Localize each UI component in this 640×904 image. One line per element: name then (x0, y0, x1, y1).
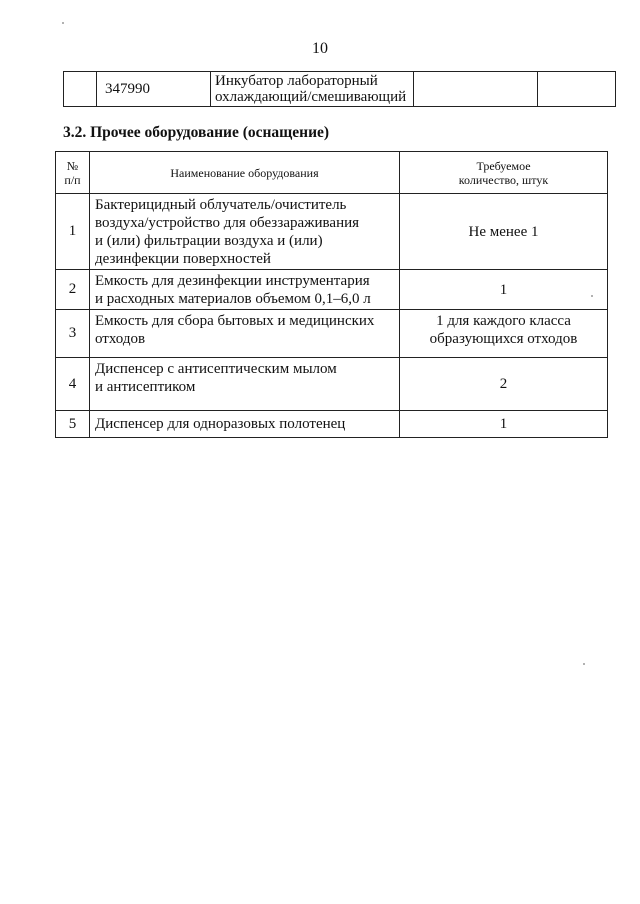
table-row (56, 411, 608, 438)
row-name-line: воздуха/устройство для обеззараживания (95, 214, 360, 231)
table-header-row (56, 152, 608, 194)
equipment-name (211, 72, 414, 107)
row-name-line: и антисептиком (95, 379, 196, 395)
row-name-line: дезинфекции поверхностей (95, 250, 271, 267)
empty-cell (538, 72, 616, 107)
row-number: 5 (56, 411, 90, 438)
row-name-line: Диспенсер с антисептическим мылом (95, 361, 337, 377)
row-name-line: Диспенсер для одноразовых полотенец (95, 416, 346, 432)
row-name-line: отходов (95, 331, 146, 347)
row-quantity-line: 1 для каждого класса (436, 313, 571, 329)
row-name (90, 358, 400, 411)
empty-cell (414, 72, 538, 107)
row-number: 1 (56, 194, 90, 270)
equipment-name-line: Инкубатор лабораторный (215, 73, 378, 89)
equipment-table (55, 151, 608, 438)
scan-speck (583, 663, 585, 665)
row-quantity (400, 411, 608, 438)
row-quantity-line: Не менее 1 (468, 223, 539, 240)
header-name: Наименование оборудования (90, 152, 400, 194)
table-row (56, 270, 608, 310)
table-row (56, 358, 608, 411)
equipment-code: 347990 (97, 72, 211, 107)
page-number: 10 (312, 40, 328, 57)
header-number-line: № (66, 158, 79, 173)
table-row (56, 194, 608, 270)
row-name-line: Емкость для сбора бытовых и медицинских (95, 313, 375, 329)
row-name-line: Емкость для дезинфекции инструментария (95, 272, 370, 289)
header-number-line: п/п (64, 172, 81, 187)
scan-speck (62, 22, 64, 24)
row-name (90, 411, 400, 438)
row-quantity-line: 2 (499, 376, 508, 392)
row-name (90, 270, 400, 310)
row-name (90, 194, 400, 270)
empty-cell (64, 72, 97, 107)
row-quantity-line: 1 (499, 416, 508, 432)
continuation-table (63, 71, 616, 107)
row-quantity (400, 270, 608, 310)
header-quantity-line: количество, штук (458, 172, 549, 187)
header-number (56, 152, 90, 194)
header-quantity (400, 152, 608, 194)
row-name-line: и (или) фильтрации воздуха и (или) (95, 232, 323, 249)
table-row (56, 310, 608, 358)
row-name-line: Бактерицидный облучатель/очиститель (95, 196, 347, 213)
table-row (64, 72, 616, 107)
row-quantity (400, 310, 608, 358)
header-quantity-line: Требуемое (476, 158, 531, 173)
row-number: 3 (56, 310, 90, 358)
row-quantity-line: 1 (499, 281, 508, 298)
row-number: 2 (56, 270, 90, 310)
row-number: 4 (56, 358, 90, 411)
scan-speck (591, 295, 593, 297)
section-title: 3.2. Прочее оборудование (оснащение) (63, 124, 330, 141)
row-quantity (400, 358, 608, 411)
row-quantity (400, 194, 608, 270)
row-name-line: и расходных материалов объемом 0,1–6,0 л (95, 290, 371, 307)
equipment-name-line: охлаждающий/смешивающий (215, 89, 407, 105)
row-name (90, 310, 400, 358)
row-quantity-line: образующихся отходов (429, 331, 578, 347)
